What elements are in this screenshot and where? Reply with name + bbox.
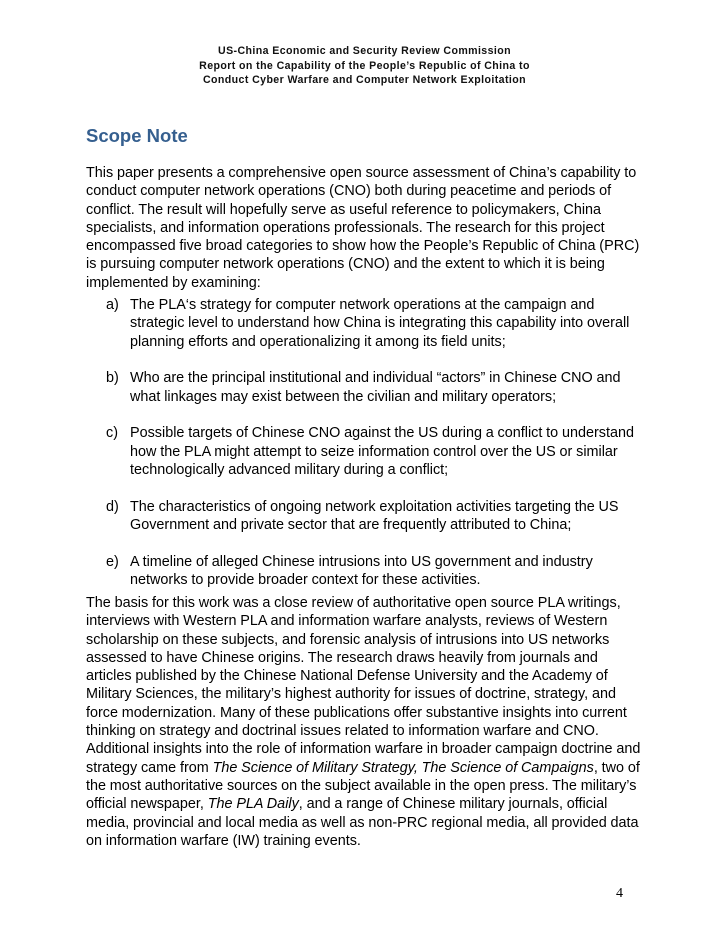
- newspaper-title: The PLA Daily: [207, 796, 299, 813]
- basis-text-1: The basis for this work was a close review of authoritative open source PLA writings, interviews with Western PLA and information warfare analysts, reviews of Western scholarship on these subjects, and forensic analysis of intrusions into US networks assessed to have Chinese origins. The research draws heavily from journals and articles published by the Chinese National Defense University and the Academy of Military Sciences, the military’s highest authority for issues of doctrine, strategy, and force modernization. Many of these publications offer substantive insights into current thinking on strategy and doctrinal issues related to information warfare and CNO. Additional insights into the role of information warfare in broader campaign doctrine and strategy came from: [86, 595, 641, 776]
- list-marker: a): [106, 297, 119, 313]
- list-item: [106, 498, 646, 535]
- list-item: [106, 296, 646, 351]
- list-item-text: The characteristics of ongoing network exploitation activities targeting the US Government and private sector that are frequently attributed to China;: [130, 498, 619, 534]
- header-line-2: Report on the Capability of the People’s Republic of China to: [199, 59, 530, 72]
- list-item-text: A timeline of alleged Chinese intrusions into US government and industry networks to provide broader context for these activities.: [130, 553, 593, 589]
- header-line-1: US-China Economic and Security Review Commission: [218, 45, 511, 57]
- examination-list: [106, 296, 646, 608]
- list-item: [106, 369, 646, 406]
- list-item: [106, 424, 646, 479]
- basis-text-2: , two of the most authoritative sources on the subject available in the open press. The military’s official newspaper,: [86, 759, 640, 813]
- list-marker: d): [106, 498, 119, 515]
- document-header: [0, 44, 728, 88]
- list-item-text: Possible targets of Chinese CNO against the US during a conflict to understand how the PLA might attempt to seize information control over the US or similar technologically advanced military during a conflict;: [130, 425, 634, 479]
- book-title-science: The Science of Military Strategy, The Science of Campaigns: [212, 759, 594, 776]
- intro-paragraph: This paper presents a comprehensive open source assessment of China’s capability to conduct computer network operations (CNO) both during peacetime and periods of conflict. The result will hopefully serve as useful reference to policymakers, China specialists, and information operations professionals. The research for this project encompassed five broad categories to show how the People’s Republic of China (PRC) is pursuing computer network operations (CNO) and the extent to which it is being implemented by examining:: [86, 165, 640, 291]
- list-item-text: The PLA‘s strategy for computer network operations at the campaign and strategic level to understand how China is integrating this capability into overall planning efforts and operationalizing it among its field units;: [130, 297, 630, 350]
- section-title: Scope Note: [86, 125, 188, 146]
- page-number: 4: [616, 886, 623, 901]
- list-item: [106, 553, 646, 590]
- header-line-3: Conduct Cyber Warfare and Computer Network Exploitation: [203, 74, 526, 86]
- list-marker: c): [106, 425, 118, 442]
- list-marker: e): [106, 553, 119, 570]
- list-marker: b): [106, 370, 119, 387]
- basis-text-3: , and a range of Chinese military journals, official media, provincial and local media as well as non-PRC regional media, all provided data on information warfare (IW) training events.: [86, 796, 639, 849]
- basis-paragraph: [86, 594, 644, 850]
- list-item-text: Who are the principal institutional and individual “actors” in Chinese CNO and what linkages may exist between the civilian and military operators;: [130, 370, 621, 405]
